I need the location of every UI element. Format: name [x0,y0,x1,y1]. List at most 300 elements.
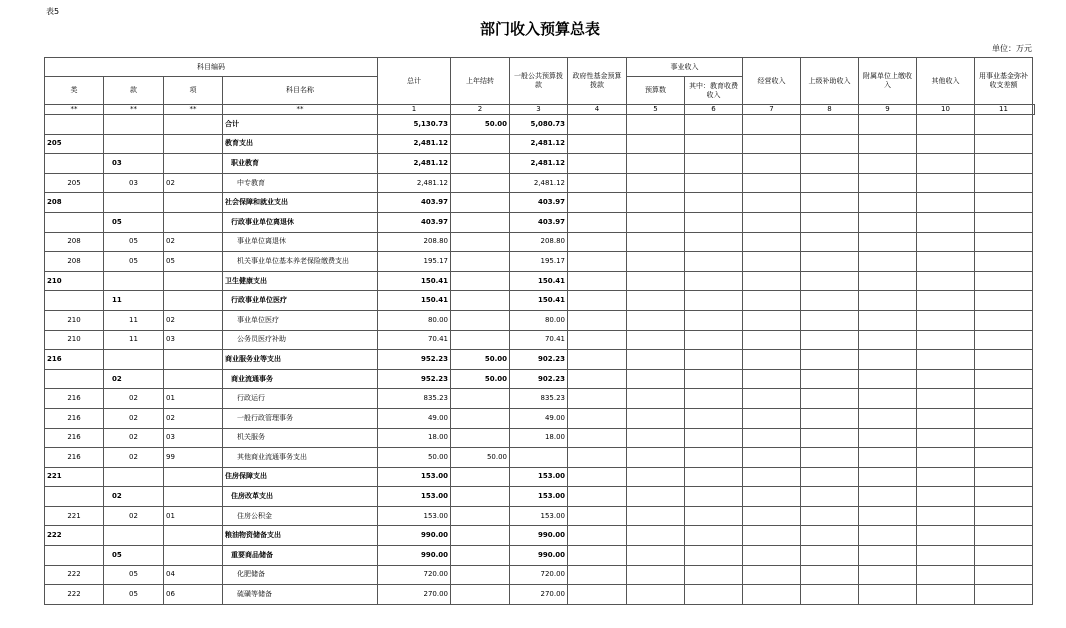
cell-xiang [164,369,223,389]
cell-carryover [451,232,510,252]
cell-kuan: 11 [104,291,164,311]
cell-kuan: 05 [104,546,164,566]
table-row [45,193,1035,213]
cell-kuan: 02 [104,408,164,428]
cell-subject-name: 硫磺等储备 [223,585,378,605]
header-lei: 类 [45,77,104,105]
cell-empty [568,506,627,526]
cell-xiang: 01 [164,506,223,526]
cell-lei: 216 [45,428,104,448]
cell-xiang [164,115,223,135]
col-index: 11 [975,105,1033,115]
cell-total: 18.00 [378,428,451,448]
cell-empty [743,389,801,409]
cell-empty [627,389,685,409]
cell-carryover [451,389,510,409]
cell-subject-name: 住房公积金 [223,506,378,526]
cell-xiang [164,154,223,174]
cell-carryover [451,291,510,311]
cell-empty [801,173,859,193]
cell-lei: 210 [45,330,104,350]
cell-empty [859,389,917,409]
cell-carryover [451,526,510,546]
cell-empty [801,252,859,272]
cell-lei [45,369,104,389]
cell-empty [568,585,627,605]
cell-kuan: 11 [104,310,164,330]
cell-general-budget: 902.23 [510,350,568,370]
cell-lei: 205 [45,173,104,193]
table-row [45,115,1035,135]
cell-lei: 208 [45,232,104,252]
cell-xiang: 05 [164,252,223,272]
cell-lei [45,212,104,232]
cell-empty [627,369,685,389]
cell-general-budget: 2,481.12 [510,173,568,193]
cell-kuan: 03 [104,173,164,193]
cell-empty [743,212,801,232]
cell-general-budget: 403.97 [510,193,568,213]
cell-empty [627,448,685,468]
cell-empty [743,526,801,546]
cell-empty [917,585,975,605]
cell-empty [801,271,859,291]
cell-empty [975,330,1033,350]
cell-empty [568,154,627,174]
cell-total: 952.23 [378,369,451,389]
cell-general-budget: 902.23 [510,369,568,389]
cell-empty [859,546,917,566]
cell-empty [801,232,859,252]
cell-empty [568,389,627,409]
cell-general-budget: 153.00 [510,487,568,507]
cell-carryover [451,467,510,487]
cell-general-budget [510,448,568,468]
cell-empty [627,252,685,272]
cell-empty [685,350,743,370]
cell-empty [801,154,859,174]
cell-kuan: 03 [104,154,164,174]
table-row [45,154,1035,174]
table-row [45,350,1035,370]
cell-empty [627,585,685,605]
cell-empty [859,212,917,232]
cell-empty [917,546,975,566]
cell-empty [975,546,1033,566]
cell-carryover [451,212,510,232]
cell-empty [627,212,685,232]
cell-total: 2,481.12 [378,154,451,174]
cell-empty [801,487,859,507]
cell-empty [685,369,743,389]
cell-empty [568,330,627,350]
table-row [45,565,1035,585]
cell-empty [568,173,627,193]
cell-xiang [164,193,223,213]
cell-empty [801,428,859,448]
cell-empty [859,428,917,448]
table-row [45,428,1035,448]
cell-empty [917,330,975,350]
cell-empty [743,585,801,605]
cell-general-budget: 208.80 [510,232,568,252]
cell-empty [743,369,801,389]
cell-empty [859,330,917,350]
cell-total: 153.00 [378,467,451,487]
cell-total: 2,481.12 [378,173,451,193]
cell-empty [685,173,743,193]
cell-lei: 216 [45,389,104,409]
cell-total: 403.97 [378,193,451,213]
cell-empty [917,193,975,213]
cell-kuan: 05 [104,585,164,605]
cell-empty [917,134,975,154]
cell-empty [685,546,743,566]
cell-empty [859,487,917,507]
cell-empty [975,193,1033,213]
cell-subject-name: 社会保障和就业支出 [223,193,378,213]
cell-empty [627,565,685,585]
col-index: 3 [510,105,568,115]
cell-empty [975,310,1033,330]
table-row [45,408,1035,428]
table-row [45,252,1035,272]
cell-kuan: 02 [104,506,164,526]
cell-empty [917,212,975,232]
cell-kuan: 02 [104,448,164,468]
cell-empty [685,291,743,311]
cell-kuan [104,271,164,291]
cell-xiang: 99 [164,448,223,468]
cell-total: 990.00 [378,546,451,566]
cell-lei: 210 [45,271,104,291]
cell-empty [568,428,627,448]
cell-empty [568,448,627,468]
cell-xiang [164,291,223,311]
cell-empty [685,154,743,174]
col-index: 4 [568,105,627,115]
cell-empty [975,291,1033,311]
col-index: 5 [627,105,685,115]
cell-lei: 216 [45,350,104,370]
header-affiliated-income: 附属单位上缴收入 [859,58,917,105]
cell-kuan [104,350,164,370]
col-index: 10 [917,105,975,115]
cell-lei [45,546,104,566]
cell-empty [917,408,975,428]
cell-empty [685,389,743,409]
header-gov-fund: 政府性基金预算拨款 [568,58,627,105]
cell-empty [801,350,859,370]
cell-empty [975,271,1033,291]
cell-lei: 221 [45,506,104,526]
header-reserve-fund: 用事业基金弥补收支差额 [975,58,1033,105]
cell-general-budget: 720.00 [510,565,568,585]
cell-empty [627,546,685,566]
cell-carryover: 50.00 [451,350,510,370]
cell-empty [568,546,627,566]
table-row [45,369,1035,389]
cell-empty [975,448,1033,468]
index-row [45,105,1035,115]
cell-subject-name: 商业服务业等支出 [223,350,378,370]
cell-empty [685,330,743,350]
header-business-income: 事业收入 [627,58,743,77]
cell-empty [685,193,743,213]
cell-empty [627,115,685,135]
cell-empty [685,271,743,291]
cell-xiang [164,350,223,370]
cell-empty [743,546,801,566]
cell-xiang [164,212,223,232]
col-index: 8 [801,105,859,115]
cell-empty [568,369,627,389]
cell-empty [917,350,975,370]
cell-empty [917,173,975,193]
cell-subject-name: 重要商品储备 [223,546,378,566]
cell-general-budget: 80.00 [510,310,568,330]
cell-empty [627,467,685,487]
cell-empty [627,487,685,507]
cell-total: 403.97 [378,212,451,232]
cell-empty [975,212,1033,232]
cell-empty [975,232,1033,252]
cell-total: 720.00 [378,565,451,585]
cell-carryover: 50.00 [451,115,510,135]
cell-empty [743,487,801,507]
cell-empty [627,232,685,252]
cell-empty [568,487,627,507]
cell-empty [568,291,627,311]
cell-lei: 205 [45,134,104,154]
cell-empty [743,448,801,468]
cell-carryover [451,154,510,174]
cell-xiang [164,546,223,566]
cell-empty [801,467,859,487]
col-index: 9 [859,105,917,115]
cell-empty [801,389,859,409]
cell-subject-name: 商业流通事务 [223,369,378,389]
cell-empty [801,448,859,468]
cell-subject-name: 其他商业流通事务支出 [223,448,378,468]
cell-subject-name: 机关事业单位基本养老保险缴费支出 [223,252,378,272]
cell-empty [743,428,801,448]
cell-total: 150.41 [378,291,451,311]
cell-empty [568,526,627,546]
header-edu-fee: 其中：教育收费收入 [685,77,743,105]
cell-subject-name: 卫生健康支出 [223,271,378,291]
col-index: 1 [378,105,451,115]
cell-empty [975,526,1033,546]
cell-kuan [104,526,164,546]
cell-empty [975,467,1033,487]
cell-empty [801,193,859,213]
cell-empty [743,467,801,487]
table-row [45,310,1035,330]
cell-kuan: 02 [104,428,164,448]
cell-lei [45,487,104,507]
table-row [45,212,1035,232]
cell-lei [45,154,104,174]
cell-general-budget: 2,481.12 [510,134,568,154]
cell-empty [627,408,685,428]
cell-empty [859,448,917,468]
table-row [45,134,1035,154]
cell-empty [917,467,975,487]
cell-total: 270.00 [378,585,451,605]
cell-empty [859,252,917,272]
cell-subject-name: 一般行政管理事务 [223,408,378,428]
header-total: 总计 [378,58,451,105]
table-row [45,448,1035,468]
cell-empty [801,134,859,154]
cell-carryover [451,487,510,507]
cell-xiang: 03 [164,428,223,448]
cell-carryover [451,585,510,605]
cell-empty [917,389,975,409]
cell-total: 2,481.12 [378,134,451,154]
header-row-1 [45,58,1035,77]
cell-empty [975,173,1033,193]
cell-general-budget: 49.00 [510,408,568,428]
cell-subject-name: 住房保障支出 [223,467,378,487]
cell-empty [743,232,801,252]
cell-empty [568,271,627,291]
cell-xiang: 06 [164,585,223,605]
cell-carryover [451,134,510,154]
cell-empty [859,310,917,330]
cell-general-budget: 18.00 [510,428,568,448]
cell-empty [917,428,975,448]
cell-empty [685,565,743,585]
cell-empty [685,310,743,330]
header-budget-account: 预算数 [627,77,685,105]
cell-subject-name: 教育支出 [223,134,378,154]
cell-general-budget: 990.00 [510,526,568,546]
cell-empty [859,291,917,311]
cell-xiang [164,467,223,487]
cell-subject-name: 住房改革支出 [223,487,378,507]
cell-empty [801,115,859,135]
cell-empty [859,565,917,585]
cell-empty [743,408,801,428]
cell-empty [627,291,685,311]
cell-total: 952.23 [378,350,451,370]
cell-kuan: 02 [104,389,164,409]
page-title: 部门收入预算总表 [479,20,600,38]
cell-empty [685,467,743,487]
cell-empty [568,193,627,213]
cell-xiang [164,134,223,154]
star-lei: ** [45,105,104,115]
cell-subject-name: 职业教育 [223,154,378,174]
cell-xiang [164,526,223,546]
cell-empty [975,252,1033,272]
star-xiang: ** [164,105,223,115]
cell-empty [685,526,743,546]
cell-lei [45,291,104,311]
cell-lei: 210 [45,310,104,330]
cell-empty [917,291,975,311]
cell-empty [975,565,1033,585]
col-index: 6 [685,105,743,115]
cell-lei: 208 [45,193,104,213]
cell-lei: 221 [45,467,104,487]
cell-empty [801,310,859,330]
cell-empty [743,330,801,350]
cell-lei [45,115,104,135]
cell-lei: 222 [45,585,104,605]
cell-general-budget: 270.00 [510,585,568,605]
cell-general-budget: 150.41 [510,291,568,311]
cell-kuan: 05 [104,252,164,272]
cell-carryover [451,193,510,213]
cell-xiang: 02 [164,408,223,428]
cell-carryover [451,271,510,291]
cell-empty [743,193,801,213]
cell-empty [627,526,685,546]
cell-empty [917,526,975,546]
cell-subject-name: 行政事业单位医疗 [223,291,378,311]
cell-empty [859,585,917,605]
table-row [45,526,1035,546]
star-kuan: ** [104,105,164,115]
cell-empty [801,212,859,232]
cell-empty [917,487,975,507]
cell-empty [975,134,1033,154]
cell-empty [685,232,743,252]
cell-subject-name: 化肥储备 [223,565,378,585]
cell-empty [801,565,859,585]
cell-empty [917,369,975,389]
cell-total: 150.41 [378,271,451,291]
cell-empty [685,115,743,135]
cell-empty [685,428,743,448]
cell-total: 990.00 [378,526,451,546]
cell-subject-name: 机关服务 [223,428,378,448]
cell-empty [627,134,685,154]
cell-empty [801,546,859,566]
header-general-budget: 一般公共预算拨款 [510,58,568,105]
cell-empty [917,310,975,330]
cell-xiang: 02 [164,173,223,193]
cell-subject-name: 粮油物资储备支出 [223,526,378,546]
cell-lei: 208 [45,252,104,272]
cell-xiang: 01 [164,389,223,409]
cell-empty [627,154,685,174]
cell-empty [917,565,975,585]
cell-empty [859,506,917,526]
cell-subject-name: 行政运行 [223,389,378,409]
cell-carryover [451,565,510,585]
cell-empty [975,408,1033,428]
cell-empty [685,585,743,605]
cell-total: 195.17 [378,252,451,272]
col-index: 7 [743,105,801,115]
cell-total: 50.00 [378,448,451,468]
cell-empty [685,487,743,507]
budget-table [44,57,1035,605]
cell-subject-name: 合计 [223,115,378,135]
cell-empty [627,350,685,370]
cell-empty [859,154,917,174]
cell-carryover [451,310,510,330]
cell-empty [685,408,743,428]
cell-empty [627,193,685,213]
cell-general-budget: 150.41 [510,271,568,291]
table-row [45,291,1035,311]
table-row [45,232,1035,252]
